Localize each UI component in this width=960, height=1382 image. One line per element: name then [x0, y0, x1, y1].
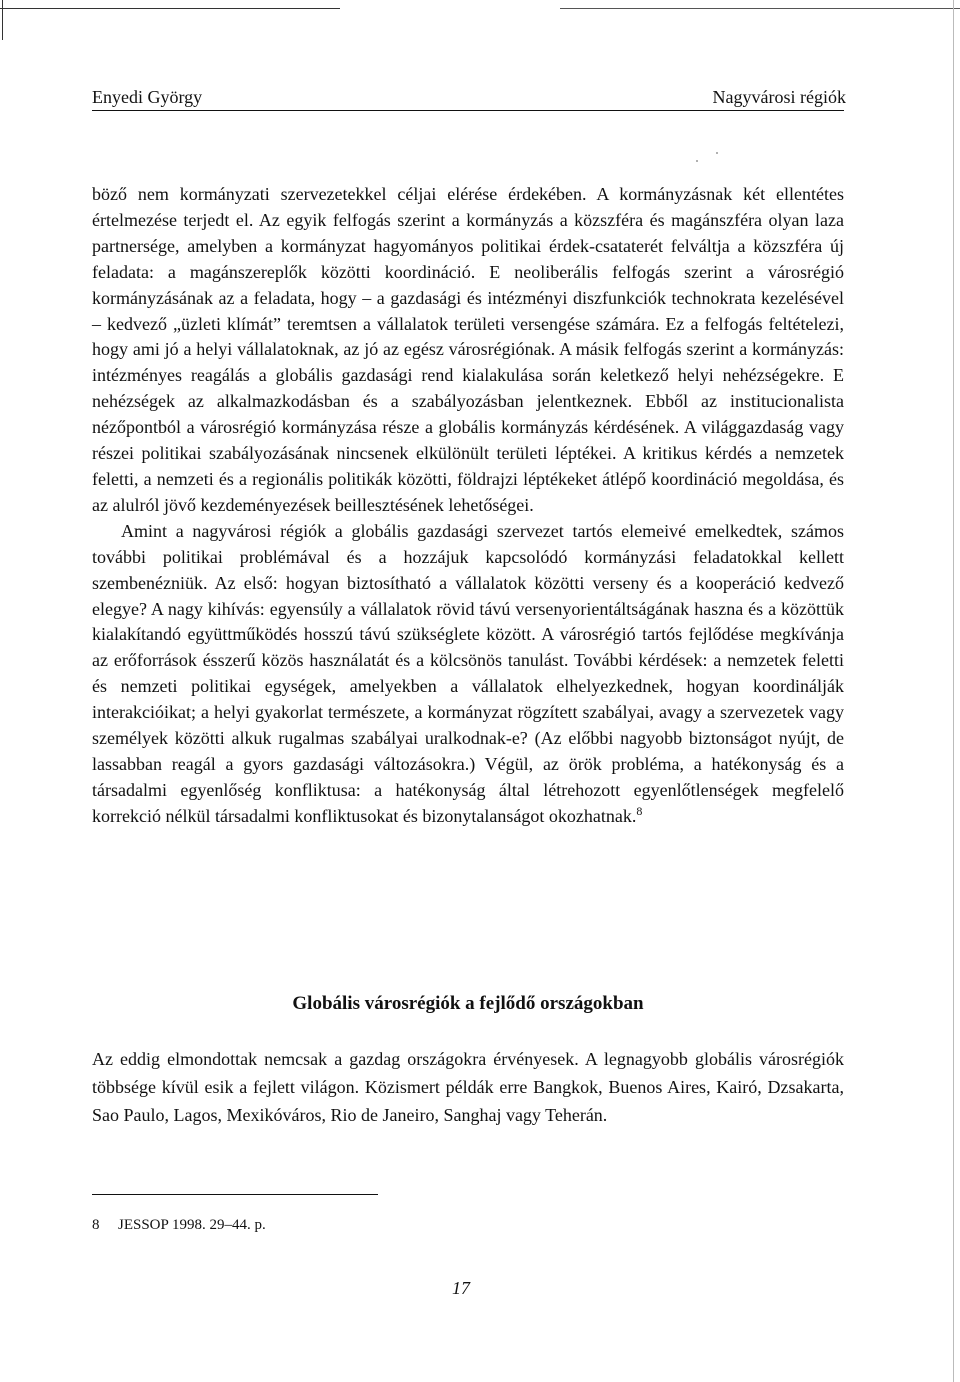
main-text — [92, 182, 844, 830]
footnote-reference[interactable]: 8 — [636, 803, 643, 818]
scan-speck — [716, 152, 718, 154]
footnote-text: JESSOP 1998. 29–44. p. — [118, 1217, 266, 1233]
header-title: Nagyvárosi régiók — [712, 87, 846, 107]
page-number: 17 — [452, 1278, 470, 1298]
scan-border-top-left — [0, 8, 340, 9]
scan-border-left — [2, 0, 3, 40]
scan-border-top-right — [560, 8, 960, 9]
section-heading: Globális városrégiók a fejlődő országokban — [292, 993, 644, 1014]
footnote — [92, 1215, 266, 1235]
running-header — [92, 86, 846, 112]
section-text — [92, 1045, 844, 1130]
footnote-rule — [92, 1194, 378, 1195]
section-paragraph: Az eddig elmondottak nemcsak a gazdag országokra érvényesek. A legnagyobb globális városrégiók többsége kívül esik a fejlett világon. Közismert példák erre Bangkok, Buenos Aires, Kairó, Dzsakarta, Sao Paulo, Lagos, Mexikóváros, Rio de Janeiro, Sanghaj vagy Teherán. — [92, 1049, 844, 1126]
body-paragraph — [92, 519, 844, 830]
body-paragraph-text: Amint a nagyvárosi régiók a globális gazdasági szervezet tartós elemeivé emelkedtek, számos további politikai problémával és a hozzájuk kapcsolódó kormányzási feladatokkal kellett szembenézniük. Az első: hogyan biztosítható a vállalatok közötti verseny és a kooperáció kedvező elegye? A nagy kihívás: egyensúly a vállalatok rövid távú versenyorientáltságának haszna és a közöttük kialakítandó együttműködés hosszú távú szükséglete között. A városrégió tartós fejlődése megkívánja az erőforrások ésszerű közös használatát és a kölcsönös tanulást. További kérdések: a nemzetek feletti és nemzeti politikai egységek, amelyekben a vállalatok elhelyezkednek, hogyan koordinálják interakcióikat; a helyi gyakorlat természete, a kormányzat rögzített szabályai, avagy a szervezetek vagy személyek közötti alkuk rugalmas szabályai uralkodnak-e? (Az előbbi nagyobb biztonságot nyújt, de lassabban reagál a gyors gazdasági változásokra.) Végül, az örök probléma, a hatékonyság és a társadalmi egyenlőség konfliktusa: a hatékonyság által létrehozott egyenlőtlenségek megfelelő korrekció nélkül társadalmi konfliktusokat és bizonytalanságot okozhatnak. — [92, 520, 844, 826]
header-rule — [92, 110, 844, 111]
header-author: Enyedi György — [92, 87, 203, 107]
scan-border-right — [953, 0, 954, 1382]
scan-speck — [696, 160, 698, 162]
footnote-number: 8 — [92, 1217, 100, 1233]
body-paragraph: böző nem kormányzati szervezetekkel céljai elérése érdekében. A kormányzásnak két ellentétes értelmezése terjedt el. Az egyik felfogás szerint a kormányzás a közszféra és magánszféra olyan laza partnersége, amelyben a kormányzat hagyományos politikai érdek-csataterét felváltja a közszféra új feladata: a magánszereplők közötti koordináció. E neoliberális felfogás szerint a városrégió kormányzásának az a feladata, hogy – a gazdasági és intézményi diszfunkciók technokrata kezelésével – kedvező „üzleti klímát” teremtsen a vállalatok területi versengése számára. Ez a felfogás feltételezi, hogy ami jó a helyi vállalatoknak, az jó az egész városrégiónak. A másik felfogás szerint a kormányzás: intézményes reagálás a globális gazdasági rend kialakulása során keletkező helyi nehézségekre. E nehézségek az alkalmazkodásban és a szabályozásban jelentkeznek. Ebből az institucionalista nézőpontból a városrégió kormányzása része a globális kormányzás kérdésének. A világgazdaság vagy részei politikai szabályozásának nincsenek elkülönült területi léptékei. A kritikus kérdés a nemzetek feletti, a nemzeti és a regionális politikák közötti, földrajzi léptékeket átlépő koordináció megoldása, és az alulról jövő kezdeményezések beillesztésének lehetőségei. — [92, 184, 844, 515]
